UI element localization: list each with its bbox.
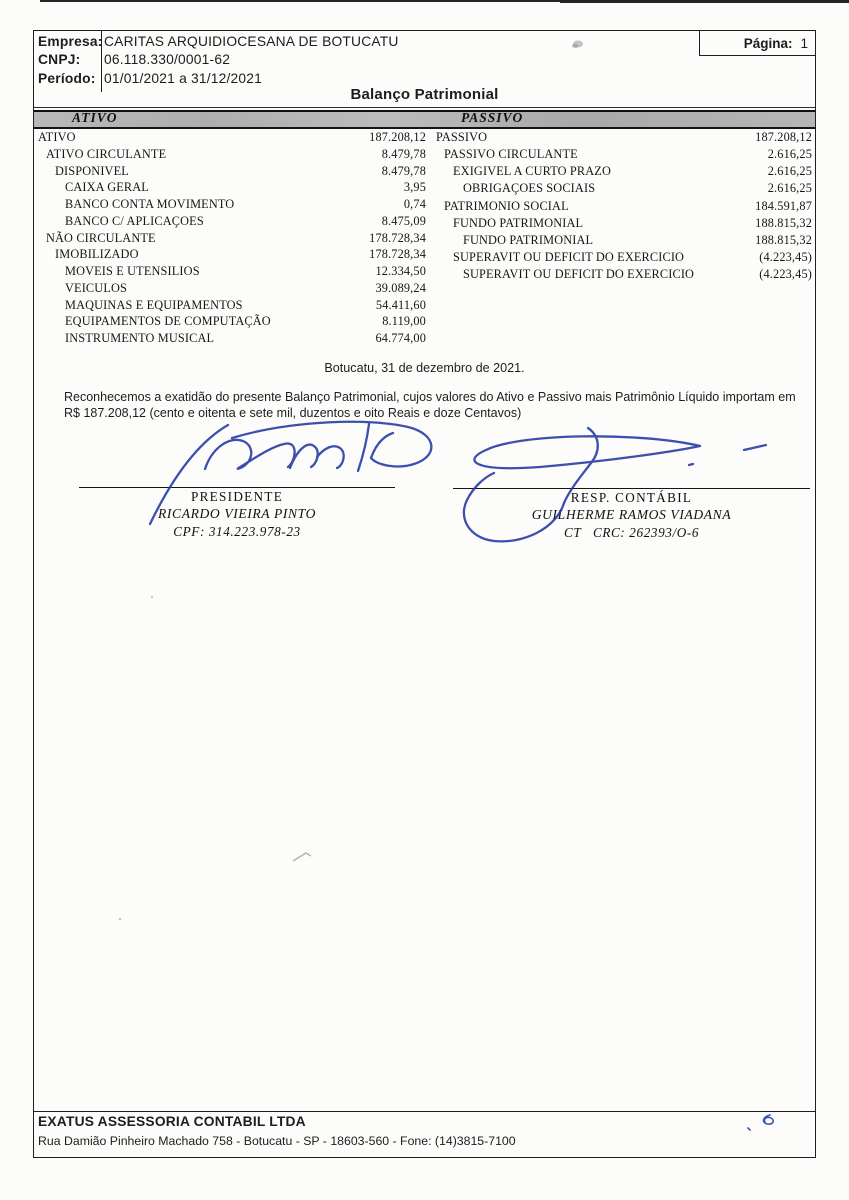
account-value: 64.774,00 [375, 331, 426, 346]
account-label: NÃO CIRCULANTE [46, 230, 156, 245]
account-label: ATIVO [38, 130, 76, 144]
account-row [436, 233, 813, 250]
president-name: RICARDO VIEIRA PINTO [158, 506, 316, 521]
account-label: BANCO CONTA MOVIMENTO [65, 197, 235, 212]
cnpj-value: 06.118.330/0001-62 [104, 52, 231, 68]
account-row [38, 214, 427, 231]
account-label: ATIVO CIRCULANTE [46, 146, 167, 161]
president-signature-block [79, 487, 395, 540]
company-label: Empresa: [38, 33, 103, 49]
cnpj-label: CNPJ: [38, 52, 81, 68]
account-value: 2.616,25 [767, 164, 812, 179]
account-value: 3,95 [403, 180, 426, 195]
declaration-paragraph: Reconhecemos a exatidão do presente Balanço Patrimonial, cujos valores do Ativo e Passivo mais Patrimônio Líquido importam em R$ 187.208,12 (cento e oitenta e sete mil, duzentos e oito Reais e doze Centavos) [64, 390, 796, 420]
account-label: SUPERAVIT OU DEFICIT DO EXERCICIO [463, 267, 695, 282]
account-value: 187.208,12 [755, 130, 812, 144]
account-value: 12.334,50 [375, 264, 426, 279]
account-label: MAQUINAS E EQUIPAMENTOS [65, 297, 243, 312]
account-value: 8.479,78 [381, 146, 426, 161]
account-row [38, 264, 427, 281]
account-value: (4.223,45) [759, 249, 812, 264]
page-border-frame [33, 30, 816, 1158]
account-label: VEICULOS [65, 280, 127, 295]
account-label: PATRIMONIO SOCIAL [444, 198, 569, 213]
ativo-section-header: ATIVO [72, 110, 118, 125]
account-row [38, 231, 427, 248]
account-label: PASSIVO CIRCULANTE [444, 147, 578, 162]
company-value: CARITAS ARQUIDIOCESANA DE BOTUCATU [104, 33, 399, 49]
account-label: DISPONIVEL [55, 163, 129, 178]
account-value: 178.728,34 [369, 230, 426, 245]
account-row [436, 250, 813, 267]
account-row [38, 281, 427, 298]
account-value: 8.119,00 [382, 314, 426, 329]
account-value: 39.089,24 [375, 280, 426, 295]
page-title: Balanço Patrimonial [350, 86, 499, 103]
period-row [38, 69, 638, 88]
page-number-box [699, 31, 815, 56]
account-value: 188.815,32 [755, 215, 812, 230]
account-label: FUNDO PATRIMONIAL [453, 215, 584, 230]
account-value: 2.616,25 [767, 147, 812, 162]
account-label: MOVEIS E UTENSILIOS [65, 264, 200, 279]
page-number-label: Página: [743, 35, 793, 51]
account-value: 8.475,09 [381, 213, 426, 228]
section-header-bar [34, 110, 815, 129]
account-label: PASSIVO [436, 130, 488, 144]
account-row [38, 130, 427, 147]
account-label: BANCO C/ APLICAÇOES [65, 213, 204, 228]
accountant-role: RESP. CONTÁBIL [570, 490, 693, 505]
account-label: INSTRUMENTO MUSICAL [65, 331, 215, 346]
accountant-name: GUILHERME RAMOS VIADANA [531, 507, 732, 522]
account-value: 188.815,32 [755, 232, 812, 247]
account-row [38, 180, 427, 197]
city-date-line: Botucatu, 31 de dezembro de 2021. [324, 361, 525, 375]
cnpj-row [38, 51, 638, 70]
title-divider-line [34, 107, 815, 108]
account-row [38, 147, 427, 164]
account-value: 0,74 [403, 197, 426, 212]
account-row [436, 216, 813, 233]
passivo-section-header: PASSIVO [461, 110, 524, 125]
account-row [436, 147, 813, 164]
account-value: 187.208,12 [369, 130, 426, 144]
account-row [38, 331, 427, 348]
passivo-column [436, 130, 813, 284]
document-header [38, 32, 638, 88]
account-label: FUNDO PATRIMONIAL [463, 232, 594, 247]
account-value: 8.479,78 [381, 163, 426, 178]
account-label: OBRIGAÇOES SOCIAIS [463, 181, 596, 196]
account-row [436, 130, 813, 147]
president-role: PRESIDENTE [190, 489, 284, 504]
company-row [38, 32, 638, 51]
account-label: IMOBILIZADO [55, 247, 139, 262]
firm-address: Rua Damião Pinheiro Machado 758 - Botucatu - SP - 18603-560 - Fone: (14)3815-7100 [38, 1134, 516, 1148]
accountant-crc: CT CRC: 262393/O-6 [563, 525, 700, 540]
account-value: (4.223,45) [759, 267, 812, 282]
account-label: EXIGIVEL A CURTO PRAZO [453, 164, 611, 179]
account-value: 184.591,87 [755, 198, 812, 213]
account-row [436, 164, 813, 181]
account-row [38, 314, 427, 331]
account-row [38, 298, 427, 315]
account-label: CAIXA GERAL [65, 180, 149, 195]
ativo-column [38, 130, 427, 348]
account-row [38, 197, 427, 214]
page-number-value: 1 [800, 35, 808, 51]
account-row [436, 181, 813, 198]
president-cpf: CPF: 314.223.978-23 [173, 524, 301, 539]
firm-name: EXATUS ASSESSORIA CONTABIL LTDA [38, 1114, 306, 1129]
period-label: Período: [38, 70, 96, 86]
account-label: SUPERAVIT OU DEFICIT DO EXERCICIO [453, 249, 685, 264]
account-row [38, 164, 427, 181]
account-value: 178.728,34 [369, 247, 426, 262]
account-value: 54.411,60 [375, 297, 426, 312]
account-row [436, 199, 813, 216]
account-value: 2.616,25 [767, 181, 812, 196]
accountant-signature-block [453, 488, 810, 541]
period-value: 01/01/2021 a 31/12/2021 [104, 70, 263, 86]
account-label: EQUIPAMENTOS DE COMPUTAÇÃO [65, 314, 271, 329]
scan-edge-line-dark [560, 0, 849, 3]
account-row [38, 247, 427, 264]
account-row [436, 267, 813, 284]
accounting-firm-footer [34, 1111, 815, 1157]
